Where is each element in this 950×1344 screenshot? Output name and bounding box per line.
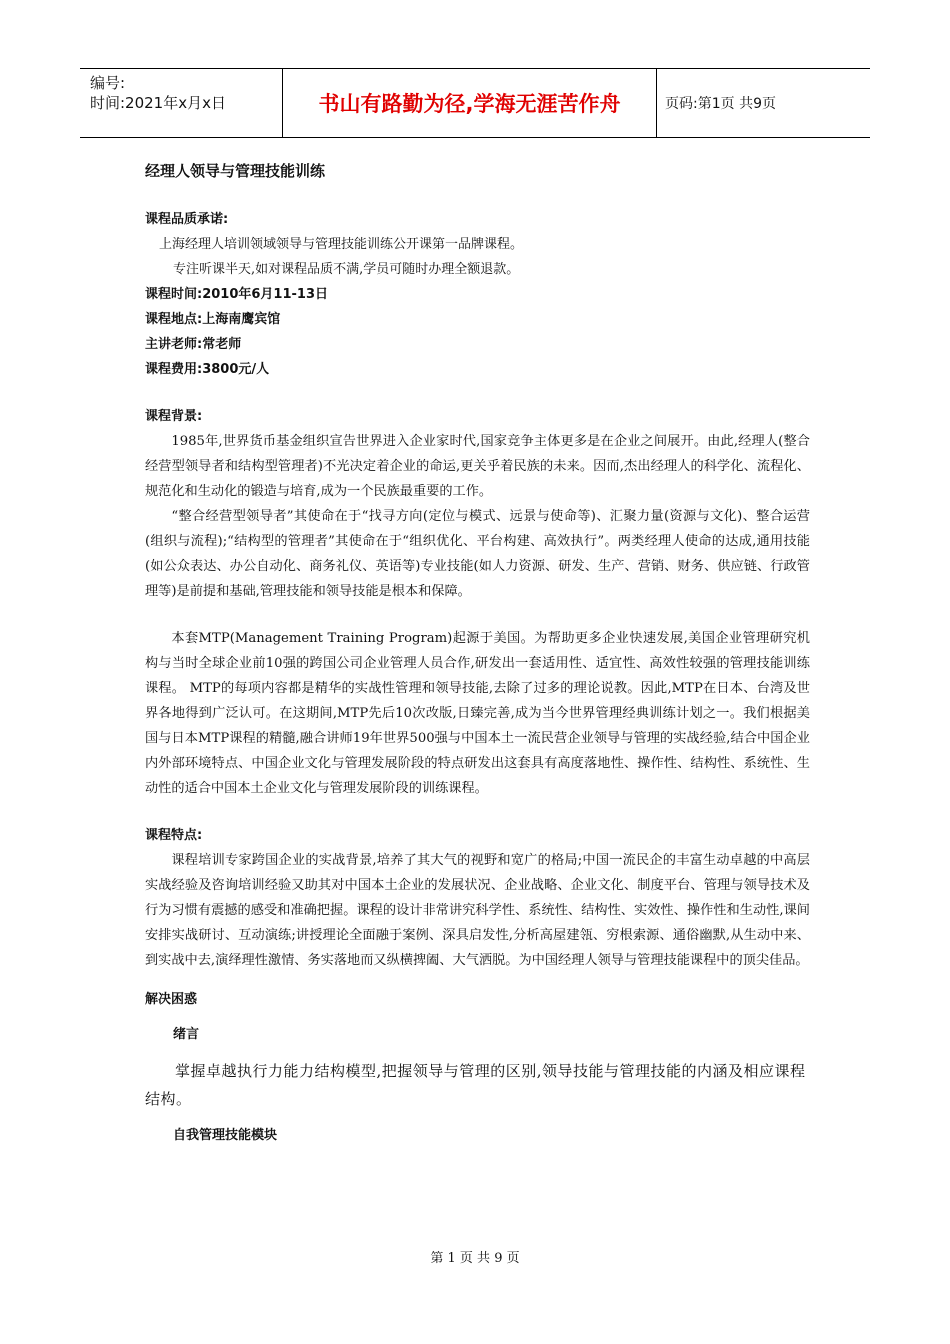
features-label: 课程特点: [145, 828, 203, 843]
course-teacher: 主讲老师:常老师 [145, 337, 242, 352]
header-motto: 书山有路勤为径,学海无涯苦作舟 [283, 69, 657, 137]
intro-paragraph: 掌握卓越执行力能力结构模型,把握领导与管理的区别,领导技能与管理技能的内涵及相应课程结构。 [145, 1062, 806, 1108]
intro-heading: 绪言 [173, 1027, 200, 1042]
course-time: 课程时间:2010年6月11-13日 [145, 287, 329, 302]
time-label: 时间:2021年x月x日 [90, 94, 226, 112]
quality-label: 课程品质承诺: [145, 212, 229, 227]
document-title: 经理人领导与管理技能训练 [145, 162, 326, 180]
page-header [80, 68, 870, 138]
background-label: 课程背景: [145, 409, 203, 424]
course-fee: 课程费用:3800元/人 [145, 362, 270, 377]
document-body [145, 160, 810, 1158]
features-paragraph: 课程培训专家跨国企业的实战背景,培养了其大气的视野和宽广的格局;中国一流民企的丰富生动卓越的中高层实战经验及咨询培训经验又助其对中国本土企业的发展状况、企业战略、企业文化、制度平台、管理与领导技术及行为习惯有震撼的感受和准确把握。课程的设计非常讲究科学性、系统性、结构性、实效性、操作性和生动性,课间安排实战研讨、互动演练;讲授理论全面融于案例、深具启发性,分析高屋建瓴、穷根索源、通俗幽默,从生动中来、到实战中去,演绎理性激情、务实落地而又纵横捭阖、大气洒脱。为中国经理人领导与管理技能课程中的顶尖佳品。 [145, 853, 810, 968]
background-paragraph-1: 1985年,世界货币基金组织宣告世界进入企业家时代,国家竞争主体更多是在企业之间展开。由此,经理人(整合经营型领导者和结构型管理者)不光决定着企业的命运,更关乎着民族的未来。因而,杰出经理人的科学化、流程化、规范化和生动化的锻造与培育,成为一个民族最重要的工作。 [145, 434, 810, 499]
self-management-heading: 自我管理技能模块 [173, 1128, 278, 1143]
background-paragraph-3: 本套MTP(Management Training Program)起源于美国。为帮助更多企业快速发展,美国企业管理研究机构与当时全球企业前10强的跨国公司企业管理人员合作,研发出一套适用性、适宜性、高效性较强的管理技能训练课程。 MTP的每项内容都是精华的实战性管理和领导技能,去除了过多的理论说教。因此,MTP在日本、台湾及世界各地得到广泛认可。在这期间,MTP先后10次改版,日臻完善,成为当今世界管理经典训练计划之一。我们根据美国与日本MTP课程的精髓,融合讲师19年世界500强与中国本土一流民营企业领导与管理的实战经验,结合中国企业内外部环境特点、中国企业文化与管理发展阶段的特点研发出这套具有高度落地性、操作性、结构性、系统性、生动性的适合中国本土企业文化与管理发展阶段的训练课程。 [145, 631, 810, 796]
header-meta [80, 69, 283, 137]
page-footer: 第 1 页 共 9 页 [430, 1251, 520, 1266]
quality-line-1: 上海经理人培训领域领导与管理技能训练公开课第一品牌课程。 [159, 237, 524, 252]
header-page-info: 页码:第1页 共9页 [665, 96, 776, 112]
course-place: 课程地点:上海南鹰宾馆 [145, 312, 281, 327]
background-paragraph-2: “整合经营型领导者”其使命在于“找寻方向(定位与模式、远景与使命等)、汇聚力量(资源与文化)、整合运营(组织与流程);“结构型的管理者”其使命在于“组织优化、平台构建、高效执行”。两类经理人使命的达成,通用技能(如公众表达、办公自动化、商务礼仪、英语等)专业技能(如人力资源、研发、生产、营销、财务、供应链、行政管理等)是前提和基础,管理技能和领导技能是根本和保障。 [145, 509, 810, 599]
number-label: 编号: [90, 74, 126, 92]
solve-label: 解决困惑 [145, 992, 198, 1007]
quality-line-2: 专注听课半天,如对课程品质不满,学员可随时办理全额退款。 [173, 262, 520, 277]
